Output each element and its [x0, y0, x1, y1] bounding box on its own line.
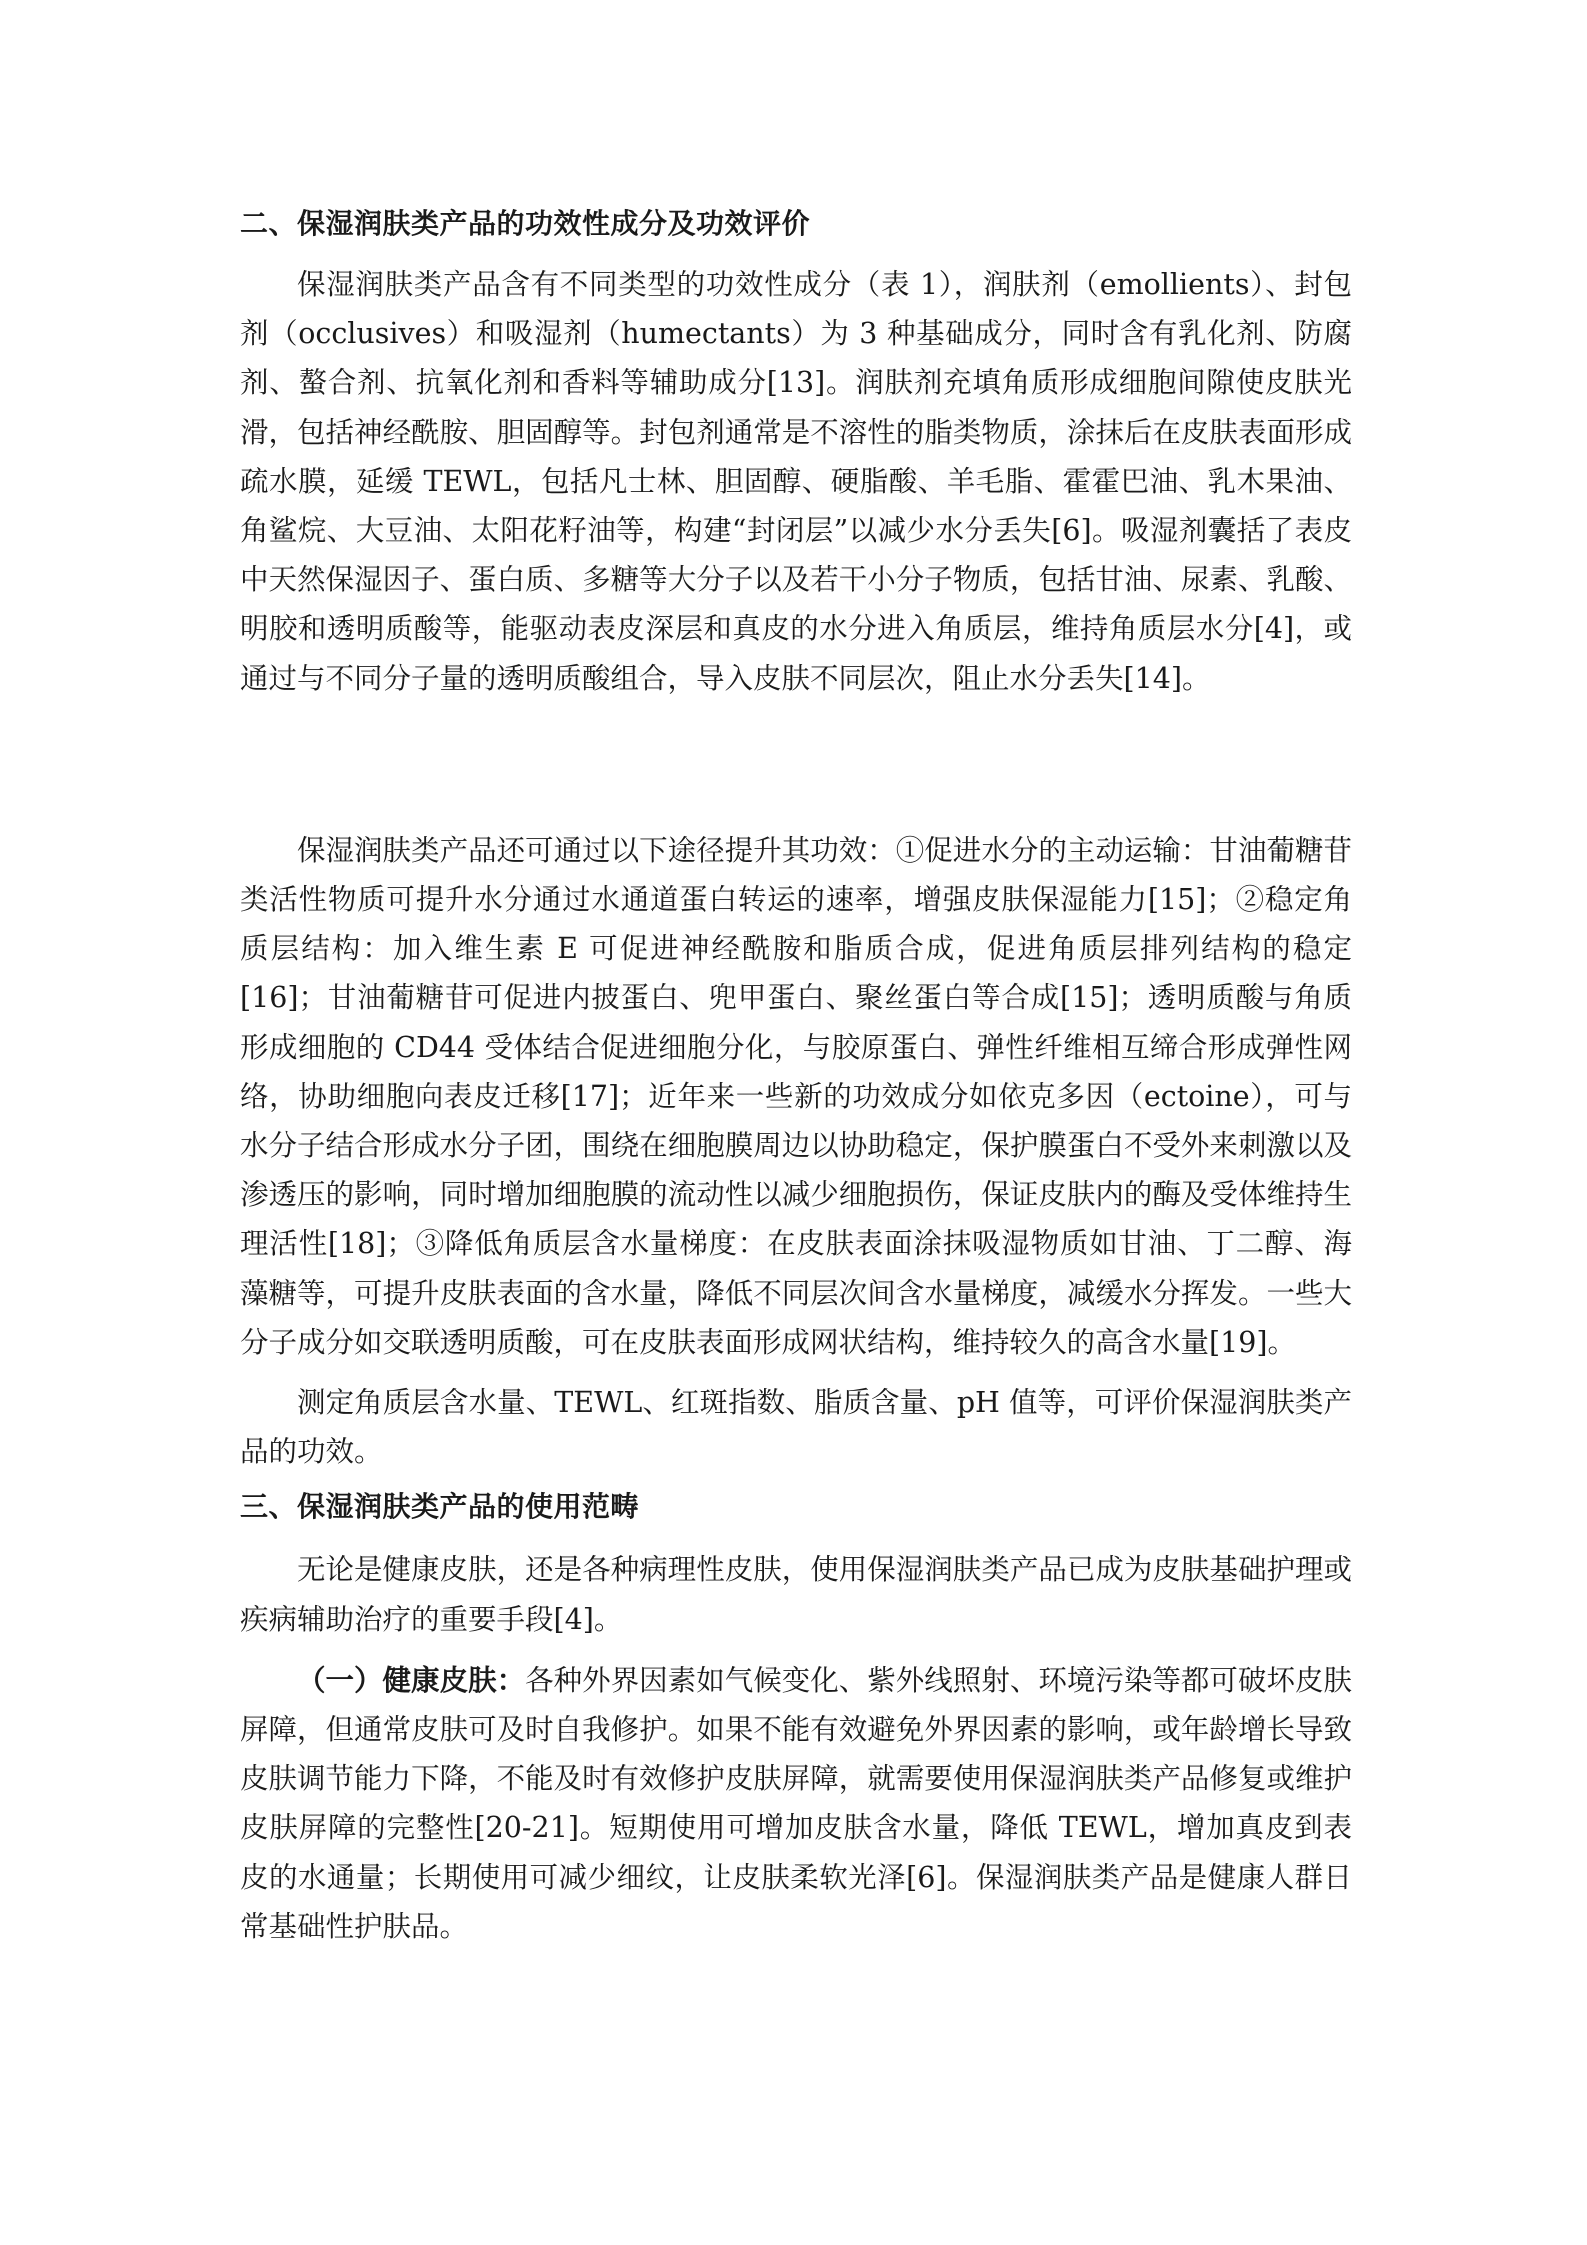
paragraph-functional-ingredients: 保湿润肤类产品含有不同类型的功效性成分（表 1），润肤剂（emollients）、封包剂（occlusives）和吸湿剂（humectants）为 3 种基础成分，同时含有乳化剂、防腐剂、螯合剂、抗氧化剂和香料等辅助成分[13]。润肤剂充填角质形成细胞间隙使皮肤光滑，包括神经酰胺、胆固醇等。封包剂通常是不溶性的脂类物质，涂抹后在皮肤表面形成疏水膜，延缓 TEWL，包括凡士林、胆固醇、硬脂酸、羊毛脂、霍霍巴油、乳木果油、角鲨烷、大豆油、太阳花籽油等，构建“封闭层”以减少水分丢失[6]。吸湿剂囊括了表皮中天然保湿因子、蛋白质、多糖等大分子以及若干小分子物质，包括甘油、尿素、乳酸、明胶和透明质酸等，能驱动表皮深层和真皮的水分进入角质层，维持角质层水分[4]，或通过与不同分子量的透明质酸组合，导入皮肤不同层次，阻止水分丢失[14]。	[240, 268, 1352, 695]
paragraph-healthy-skin	[240, 1656, 1352, 1951]
healthy-skin-body: 各种外界因素如气候变化、紫外线照射、环境污染等都可破坏皮肤屏障，但通常皮肤可及时自我修护。如果不能有效避免外界因素的影响，或年龄增长导致皮肤调节能力下降，不能及时有效修护皮肤屏障，就需要使用保湿润肤类产品修复或维护皮肤屏障的完整性[20-21]。短期使用可增加皮肤含水量，降低 TEWL，增加真皮到表皮的水通量；长期使用可减少细纹，让皮肤柔软光泽[6]。保湿润肤类产品是健康人群日常基础性护肤品。	[240, 1663, 1352, 1943]
section-heading-efficacy-ingredients: 二、保湿润肤类产品的功效性成分及功效评价	[240, 207, 811, 240]
subheading-healthy-skin: （一）健康皮肤：	[297, 1663, 526, 1697]
document-page	[240, 200, 1352, 2180]
paragraph-efficacy-evaluation: 测定角质层含水量、TEWL、红斑指数、脂质含量、pH 值等，可评价保湿润肤类产品的功效。	[240, 1386, 1352, 1469]
section-heading-usage-scope: 三、保湿润肤类产品的使用范畴	[240, 1490, 640, 1524]
paragraph-usage-intro: 无论是健康皮肤，还是各种病理性皮肤，使用保湿润肤类产品已成为皮肤基础护理或疾病辅助治疗的重要手段[4]。	[240, 1553, 1352, 1636]
paragraph-efficacy-enhancement: 保湿润肤类产品还可通过以下途径提升其功效：①促进水分的主动运输：甘油葡糖苷类活性物质可提升水分通过水通道蛋白转运的速率，增强皮肤保湿能力[15]；②稳定角质层结构：加入维生素 E 可促进神经酰胺和脂质合成，促进角质层排列结构的稳定[16]；甘油葡糖苷可促进内披蛋白、兜甲蛋白、聚丝蛋白等合成[15]；透明质酸与角质形成细胞的 CD44 受体结合促进细胞分化，与胶原蛋白、弹性纤维相互缔合形成弹性网络，协助细胞向表皮迁移[17]；近年来一些新的功效成分如依克多因（ectoine），可与水分子结合形成水分子团，围绕在细胞膜周边以协助稳定，保护膜蛋白不受外来刺激以及渗透压的影响，同时增加细胞膜的流动性以减少细胞损伤，保证皮肤内的酶及受体维持生理活性[18]；③降低角质层含水量梯度：在皮肤表面涂抹吸湿物质如甘油、丁二醇、海藻糖等，可提升皮肤表面的含水量，降低不同层次间含水量梯度，减缓水分挥发。一些大分子成分如交联透明质酸，可在皮肤表面形成网状结构，维持较久的高含水量[19]。	[240, 833, 1352, 1359]
